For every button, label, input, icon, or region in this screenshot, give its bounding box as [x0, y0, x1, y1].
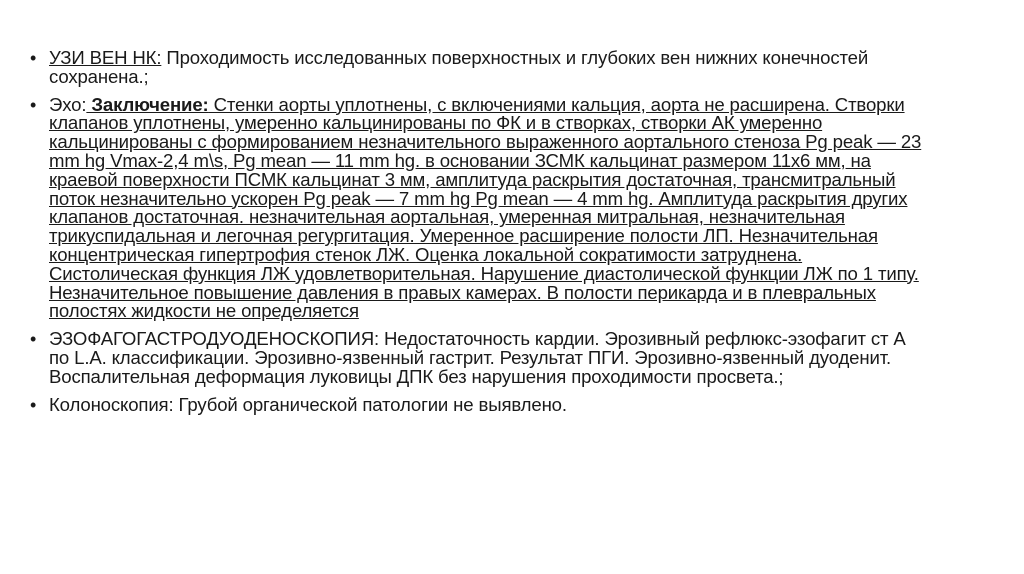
bullet-egds [30, 330, 930, 386]
bullet-marker: • [30, 394, 37, 415]
bullet-marker: • [30, 48, 37, 68]
bullet-list [30, 49, 930, 414]
colonoscopy-text: Колоноскопия: Грубой органической патологии не выявлено. [49, 393, 567, 415]
bullet-uzi [30, 49, 930, 87]
echo-text: Стенки аорты уплотнены, с включениями кальция, аорта не расширена. Створки клапанов уплотнены, умеренно кальцинированы по ФК и в створках, створки АК умеренно кальцинированы с формированием незначительного выраженного аортального стеноза Pg peak — 23 mm hg Vmax-2,4 m\s, Pg mean — 11 mm hg. в основании ЗСМК кальцинат размером 11х6 мм, на краевой поверхности ПСМК кальцинат 3 мм, амплитуда раскрытия достаточная, трансмитральный поток незначительно ускорен Pg peak — 7 mm hg Pg mean — 4 mm hg. Амплитуда раскрытия других клапанов достаточная. незначительная аортальная, умеренная митральная, незначительная трикуспидальная и легочная регургитация. Умеренное расширение полости ЛП. Незначительная концентрическая гипертрофия стенок ЛЖ. Оценка локальной сократимости затруднена. Систолическая функция ЛЖ удовлетворительная. Нарушение диастолической функции ЛЖ по 1 типу. Незначительное повышение давления в правых камерах. В полости перикарда и в плевральных полостях жидкости не определяется [49, 93, 922, 322]
bullet-colonoscopy [30, 393, 930, 415]
egds-text: ЭЗОФАГОГАСТРОДУОДЕНОСКОПИЯ: Недостаточность кардии. Эрозивный рефлюкс-эзофагит ст А по L.A. классификации. Эрозивно-язвенный гастрит. Результат ПГИ. Эрозивно-язвенный дуоденит. Воспалительная деформация луковицы ДПК без нарушения проходимости просвета.; [49, 328, 906, 387]
bullet-echo [30, 93, 930, 322]
echo-conclusion-label: Заключение: [86, 93, 209, 115]
uzi-text: Проходимость исследованных поверхностных и глубоких вен нижних конечностей сохранена.; [49, 47, 869, 87]
uzi-label: УЗИ ВЕН НК: [49, 47, 162, 68]
echo-label: Эхо: [49, 93, 87, 115]
bullet-marker: • [30, 329, 37, 350]
bullet-marker: • [30, 94, 37, 115]
